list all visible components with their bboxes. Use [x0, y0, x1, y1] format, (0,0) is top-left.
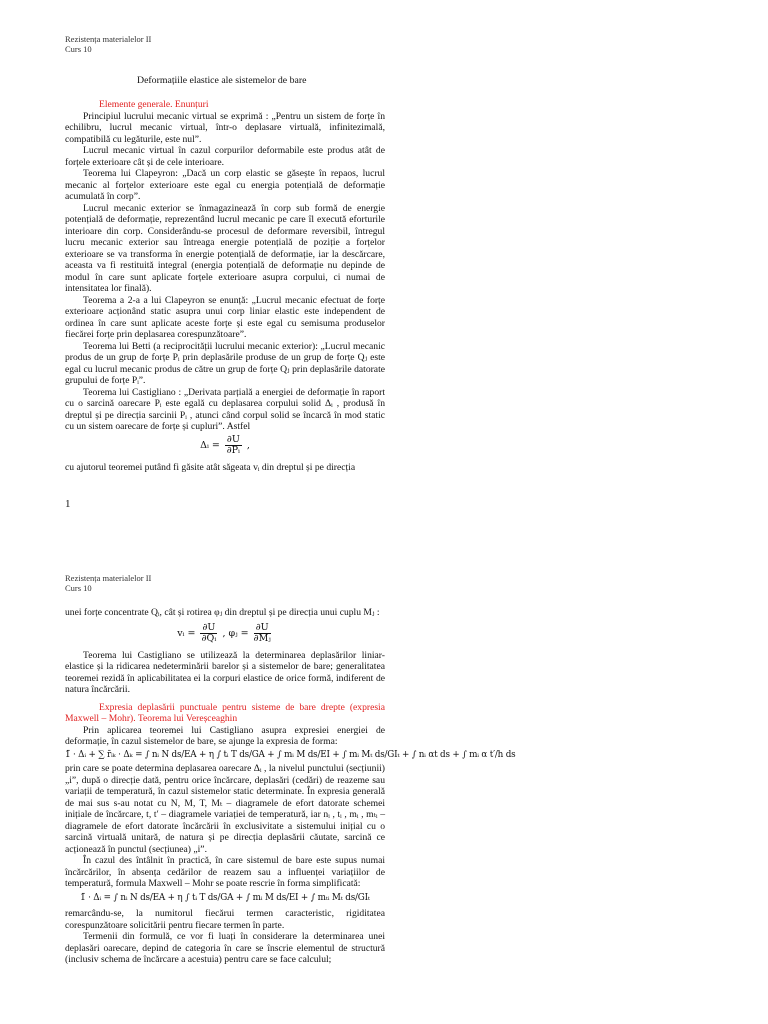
paragraph: Termenii din formulă, ce vor fi luați în considerare la determinarea unei deplasări oarecare, depind de categoria în care se înscrie elementul de structură (inclusiv schema de încărcare a acestuia) pentru care se face calculul; [65, 931, 385, 965]
lecture-number: Curs 10 [65, 44, 92, 54]
page-number: 1 [65, 498, 71, 510]
section-heading: Expresia deplasării punctuale pentru sisteme de bare drepte (expresia Maxwell – Mohr). Teorema lui Vereșceaghin [65, 701, 385, 724]
formula-separator: , φⱼ = [222, 627, 249, 639]
page-2 [0, 547, 768, 1024]
paragraph: Prin aplicarea teoremei lui Castigliano asupra expresiei energiei de deformație, în cazul sistemelor de bare, se ajunge la expresia de forma: [65, 724, 385, 747]
paragraph: unei forțe concentrate Qᵢ, cât și rotirea φⱼ din dreptul și pe direcția unui cuplu Mⱼ : [65, 607, 380, 618]
displacement-formulas [65, 623, 385, 644]
paragraph: Teorema lui Betti (a reciprocității lucrului mecanic exterior): „Lucrul mecanic produs de un grup de forțe Pᵢ prin deplasările produse de un grup de forțe Qⱼ este egal cu lucrul mecanic produs de către un grup de forțe Qⱼ prin deplasările datorate grupului de forțe Pᵢ”. [65, 340, 385, 386]
paragraph: Teorema lui Castigliano se utilizează la determinarea deplasărilor liniar-elastice și la ridicarea nedeterminării barelor și a sistemelor de bare; generalitatea teoremei rezidă în aplicabilitatea ei la corpuri elastice de orice formă, indiferent de natura încărcării. [65, 649, 385, 695]
running-header [65, 34, 151, 54]
fraction-numerator: ∂U [254, 623, 271, 634]
chapter-title: Deformațiile elastice ale sistemelor de bare [137, 75, 307, 86]
maxwell-mohr-general-formula: 1̄ · Δᵢ + ∑ r̄ᵢₖ · Δₖ = ∫ nᵢ N ds/EA + η ∫ tᵢ T ds/GA + ∫ mᵢ M ds/EI + ∫ mᵢ Mₜ ds/GIₜ + ∫ nᵢ αt ds + ∫ mᵢ α t′/h ds [65, 749, 516, 760]
paragraph: Teorema lui Castigliano : „Derivata parțială a energiei de deformație în raport cu o sarcină oarecare Pᵢ este egală cu deplasarea corpului solid Δᵢ , produsă în dreptul și pe direcția sarcinii Pᵢ , atunci când corpul solid se încarcă în mod static cu un sistem oarecare de forțe și cupluri”. Astfel [65, 386, 385, 432]
formula-lhs: Δᵢ = [200, 439, 220, 451]
maxwell-mohr-simplified-formula: 1̄ · Δᵢ = ∫ nᵢ N ds/EA + η ∫ tᵢ T ds/GA + ∫ mᵢ M ds/EI + ∫ mₜᵢ Mₜ ds/GIₜ [80, 892, 370, 903]
page-2-body [65, 607, 516, 966]
section-heading: Elemente generale. Enunțuri [99, 99, 209, 110]
paragraph: În cazul des întâlnit în practică, în care sistemul de bare este supus numai încărcărilor, în absența cedărilor de reazem sau a influenței variațiilor de temperatură, formula Maxwell – Mohr se poate rescrie în forma simplificată: [65, 855, 385, 889]
course-name: Rezistența materialelor II [65, 573, 152, 583]
paragraph: cu ajutorul teoremei putând fi găsite atât săgeata vᵢ din dreptul și pe direcția [65, 461, 356, 473]
fraction [225, 435, 242, 456]
page-1-body [65, 99, 385, 473]
fraction-denominator: ∂Qᵢ [201, 632, 217, 644]
formula-lhs: vᵢ = [177, 627, 196, 639]
paragraph: Teorema a 2-a a lui Clapeyron se enunță: „Lucrul mecanic efectuat de forțe exterioare acționând static asupra unui corp liniar elastic este independent de ordinea în care sunt aplicate aceste forțe și este egal cu semisuma produselor fiecărei forțe prin deplasarea corespunzătoare”. [65, 294, 385, 340]
running-header [65, 573, 151, 593]
fraction [200, 623, 217, 644]
formula-tail: , [246, 439, 250, 451]
paragraph: Principiul lucrului mecanic virtual se exprimă : „Pentru un sistem de forțe în echilibru, lucrul mecanic virtual, într-o deplasare virtuală, infinitezimală, compatibilă cu legăturile, este nul”. [65, 110, 385, 145]
paragraph: prin care se poate determina deplasarea oarecare Δᵢ , la nivelul punctului (secțiunii) „i”, după o direcție dată, pentru orice încărcare, deplasări (cedări) de reazeme sau variații de temperatură, în cazul sistemelor static determinate. În expresia generală de mai sus s-au notat cu N, M, T, Mₜ – diagramele de efort datorate schemei inițiale de încărcare, t, t′ – diagramele variației de temperatură, iar nᵢ , tᵢ , mᵢ , mₜᵢ – diagramele de efort datorate încărcării în exclusivitate a sistemului inițial cu o sarcină virtuală unitară, de natura și pe direcția deplasării căutate, sarcină ce acționează în punctul (secțiunea) „i”. [65, 763, 385, 855]
fraction-numerator: ∂U [202, 621, 216, 633]
castigliano-formula [65, 435, 385, 456]
paragraph: remarcându-se, la numitorul fiecărui termen caracteristic, rigiditatea corespunzătoare solicitării pentru fiecare termen în parte. [65, 908, 385, 931]
course-name: Rezistența materialelor II [65, 34, 152, 44]
lecture-number: Curs 10 [65, 583, 92, 593]
paragraph: Lucrul mecanic exterior se înmagazinează în corp sub formă de energie potențială de deformație, reprezentând lucrul mecanic pe care îl execută eforturile interioare din corp. Considerându-se procesul de deformare reversibil, întregul lucru mecanic exterior sau întreaga energie potențială de poziție a forțelor exterioare se va transforma în energie potențială de deformație, iar la descărcare, aceasta va fi restituită integral (energia potențială de deformație nu depinde de modul în care sunt aplicate forțele exterioare asupra corpului, ci numai de intensitatea lor finală). [65, 202, 385, 294]
paragraph: Lucrul mecanic virtual în cazul corpurilor deformabile este produs atât de forțele exterioare cât și de cele interioare. [65, 145, 385, 168]
fraction-denominator: ∂Pᵢ [226, 444, 240, 456]
paragraph: Teorema lui Clapeyron: „Dacă un corp elastic se găsește în repaos, lucrul mecanic al forțelor exterioare este egal cu energia potențială de deformație acumulată în corp”. [65, 168, 385, 202]
fraction [254, 623, 271, 644]
fraction-numerator: ∂U [226, 433, 240, 445]
fraction-denominator: ∂Mⱼ [253, 632, 271, 644]
